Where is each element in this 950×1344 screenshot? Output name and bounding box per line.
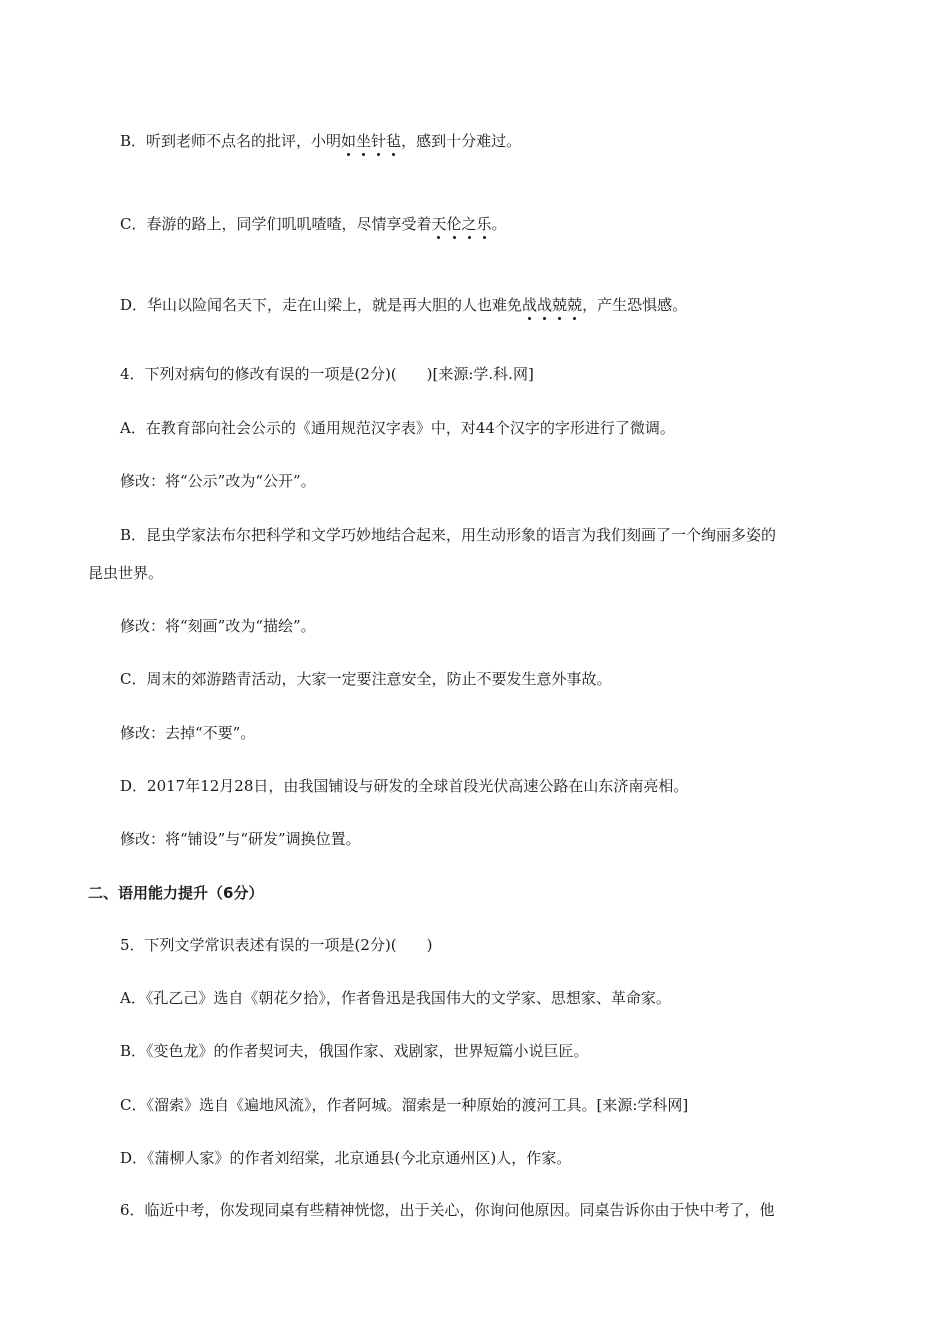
emphasis-dotted-char: 兢 (567, 296, 583, 314)
emphasis-dotted-char: 战 (537, 296, 553, 314)
option-text: 。 (491, 215, 507, 233)
q5-option-d: D．《蒲柳人家》的作者刘绍棠，北京通县(今北京通州区)人，作家。 (120, 1149, 572, 1167)
emphasized-idiom (341, 132, 401, 150)
q4-stem: 4．下列对病句的修改有误的一项是(2分)( )[来源:学.科.网] (120, 365, 534, 383)
q3-option-c (120, 215, 890, 233)
q4-option-a: A．在教育部向社会公示的《通用规范汉字表》中，对44个汉字的字形进行了微调。 (120, 419, 675, 437)
q3-option-b (120, 132, 890, 150)
emphasis-dotted-char: 之 (461, 215, 477, 233)
emphasis-dotted-char: 坐 (356, 132, 372, 150)
q4-option-a-fix: 修改：将“公示”改为“公开”。 (120, 472, 316, 490)
section-heading: 二、语用能力提升（6分） (88, 884, 264, 902)
emphasis-dotted-char: 战 (522, 296, 538, 314)
option-text: ，产生恐惧感。 (582, 296, 688, 314)
q4-option-c: C．周末的郊游踏青活动，大家一定要注意安全，防止不要发生意外事故。 (120, 670, 612, 688)
q6-stem: 6．临近中考，你发现同桌有些精神恍惚，出于关心，你询问他原因。同桌告诉你由于快中考了，他 (120, 1201, 775, 1219)
emphasis-dotted-char: 毡 (386, 132, 402, 150)
emphasis-dotted-char: 兢 (552, 296, 568, 314)
emphasis-dotted-char: 天 (431, 215, 447, 233)
emphasis-dotted-char: 乐 (476, 215, 492, 233)
q4-option-d: D．2017年12月28日，由我国铺设与研发的全球首段光伏高速公路在山东济南亮相。 (120, 777, 689, 795)
q5-option-b: B．《变色龙》的作者契诃夫，俄国作家、戏剧家，世界短篇小说巨匠。 (120, 1042, 589, 1060)
q3-option-d (120, 296, 890, 314)
option-text: D．华山以险闻名天下，走在山梁上，就是再大胆的人也难免 (120, 296, 523, 314)
q4-option-b-cont: 昆虫世界。 (88, 564, 164, 582)
emphasized-idiom (431, 215, 491, 233)
emphasis-dotted-char: 针 (371, 132, 387, 150)
q5-option-c: C．《溜索》选自《遍地风流》，作者阿城。溜索是一种原始的渡河工具。[来源:学科网] (120, 1096, 689, 1114)
q4-option-d-fix: 修改：将“铺设”与“研发”调换位置。 (120, 830, 361, 848)
q5-stem: 5．下列文学常识表述有误的一项是(2分)( ) (120, 936, 433, 954)
q4-option-b: B．昆虫学家法布尔把科学和文学巧妙地结合起来，用生动形象的语言为我们刻画了一个绚丽多姿的 (120, 526, 777, 544)
q4-option-c-fix: 修改：去掉“不要”。 (120, 724, 256, 742)
q5-option-a: A．《孔乙己》选自《朝花夕拾》，作者鲁迅是我国伟大的文学家、思想家、革命家。 (120, 989, 671, 1007)
option-text: C．春游的路上，同学们叽叽喳喳，尽情享受着 (120, 215, 432, 233)
option-text: B．听到老师不点名的批评，小明 (120, 132, 342, 150)
option-text: ，感到十分难过。 (401, 132, 522, 150)
emphasized-idiom (522, 296, 582, 314)
emphasis-dotted-char: 如 (341, 132, 357, 150)
q4-option-b-fix: 修改：将“刻画”改为“描绘”。 (120, 617, 316, 635)
emphasis-dotted-char: 伦 (446, 215, 462, 233)
